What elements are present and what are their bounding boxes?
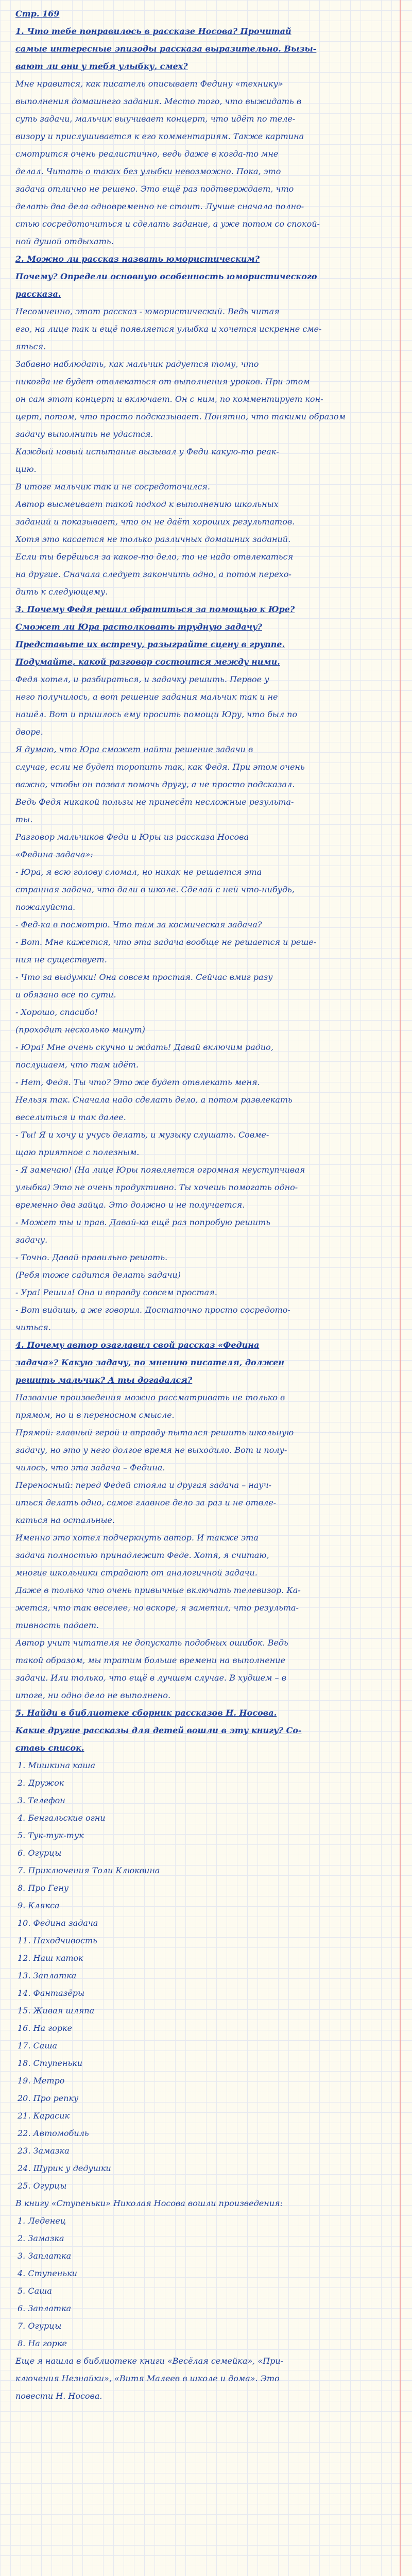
- answer-3-line: - Вот. Мне кажется, что эта задача вообще не решается и реше-: [15, 937, 317, 947]
- list-item: 21. Карасик: [18, 2111, 70, 2121]
- answer-3-line: нашёл. Вот и пришлось ему просить помощи Юру, что был по: [15, 709, 298, 719]
- answer-2-line: он сам этот концерт и включает. Он с ним, по комментирует кон-: [15, 394, 323, 404]
- answer-3-line: (проходит несколько минут): [15, 1025, 145, 1035]
- question-1-line: 1. Что тебе понравилось в рассказе Носова? Прочитай: [15, 26, 291, 36]
- answer-3-line: задачу.: [15, 1235, 48, 1245]
- answer-1-line: суть задачи, мальчик выучивает концерт, что идёт по теле-: [15, 114, 296, 124]
- question-3-line: Сможет ли Юра растолковать трудную задачу?: [15, 622, 262, 632]
- answer-5: [15, 1704, 394, 2405]
- answer-3-line: (Ребя тоже садится делать задачи): [15, 1270, 181, 1280]
- list-item: 4. Бенгальские огни: [18, 1813, 106, 1823]
- answer-3-line: щаю приятное с полезным.: [15, 1147, 140, 1157]
- list-item: 4. Ступеньки: [18, 2268, 77, 2278]
- answer-4-line: каться на остальные.: [15, 1515, 115, 1525]
- list-item: 20. Про репку: [18, 2093, 79, 2103]
- answer-4-line: прямом, но и в переносном смысле.: [15, 1410, 175, 1420]
- list-item: 14. Фантазёры: [18, 1988, 85, 1998]
- answer-1: [15, 23, 394, 250]
- answer-3-line: пожалуйста.: [15, 902, 76, 912]
- answer-3-line: - Точно. Давай правильно решать.: [15, 1252, 168, 1262]
- answer-2-line: церт, потом, что просто подсказывает. Понятно, что такими образом: [15, 412, 346, 421]
- list-item: 10. Федина задача: [18, 1918, 98, 1928]
- answer-3-line: него получилось, а вот решение задания мальчик так и не: [15, 692, 278, 702]
- answer-3-line: случае, если не будет торопить так, как Федя. При этом очень: [15, 762, 305, 772]
- question-3-line: 3. Почему Федя решил обратиться за помощью к Юре?: [15, 604, 295, 614]
- answer-2-line: яться.: [15, 342, 46, 351]
- margin-line: [400, 0, 401, 2576]
- question-4-line: задача»? Какую задачу, по мнению писателя, должен: [15, 1358, 285, 1367]
- answer-1-line: смотрится очень реалистично, ведь даже в когда-то мне: [15, 149, 279, 159]
- answer-2-line: заданий и показывает, что он не даёт хороших результатов.: [15, 517, 295, 527]
- list-item: 16. На горке: [18, 2023, 73, 2033]
- answer-3-line: - Хорошо, спасибо!: [15, 1007, 98, 1017]
- answer-1-line: задача отлично не решено. Это ещё раз подтверждает, что: [15, 184, 294, 194]
- answer-3-line: ния не существует.: [15, 955, 107, 964]
- list-item: 23. Замазка: [18, 2146, 70, 2156]
- question-5-line: Какие другие рассказы для детей вошли в эту книгу? Со-: [15, 1725, 302, 1735]
- answer-4-line: Название произведения можно рассматривать не только в: [15, 1393, 285, 1402]
- answer-4-line: такой образом, мы тратим больше времени на выполнение: [15, 1655, 286, 1665]
- answer-3-line: читься.: [15, 1323, 51, 1332]
- answer-3-line: временно два зайца. Это должно и не получается.: [15, 1200, 245, 1210]
- answer-3-line: дворе.: [15, 727, 43, 737]
- answer-2-line: его, на лице так и ещё появляется улыбка и хочется искренне сме-: [15, 324, 322, 334]
- answer-3-line: Ведь Федя никакой пользы не принесёт несложные результа-: [15, 797, 294, 807]
- answer-1-line: выполнения домашнего задания. Место того, что выжидать в: [15, 96, 302, 106]
- list-item: 8. Про Гену: [18, 1883, 69, 1893]
- story-list: [15, 1757, 394, 2195]
- answer-3-line: веселиться и так далее.: [15, 1112, 126, 1122]
- answer-5-line: Еще я нашла в библиотеке книги «Весёлая семейка», «При-: [15, 2356, 284, 2366]
- answer-3-line: ты.: [15, 815, 33, 824]
- list-item: 13. Заплатка: [18, 1971, 77, 1980]
- list-item: 18. Ступеньки: [18, 2058, 83, 2068]
- answer-4-line: Именно это хотел подчеркнуть автор. И также эта: [15, 1533, 259, 1543]
- answer-2-line: никогда не будет отвлекаться от выполнения уроков. При этом: [15, 377, 310, 386]
- list-item: 1. Леденец: [18, 2216, 66, 2226]
- page-header: Стр. 169: [15, 9, 60, 19]
- answer-3-line: - Может ты и прав. Давай-ка ещё раз попробую решить: [15, 1217, 270, 1227]
- list-item: 12. Наш каток: [18, 1953, 83, 1963]
- question-2-line: Почему? Определи основную особенность юмористического: [15, 272, 317, 281]
- answer-3-line: и обязано все по сути.: [15, 990, 116, 999]
- list-item: 25. Огурцы: [18, 2181, 67, 2191]
- list-item: 5. Тук-тук-тук: [18, 1831, 84, 1840]
- answer-5-line: ключения Незнайки», «Витя Малеев в школе и дома». Это: [15, 2374, 280, 2383]
- answer-3-line: «Федина задача»:: [15, 850, 93, 859]
- list-item: 5. Саша: [18, 2286, 52, 2296]
- question-5-line: 5. Найди в библиотеке сборник рассказов Н. Носова.: [15, 1708, 277, 1718]
- list-item: 17. Саша: [18, 2041, 58, 2050]
- answer-3: [15, 601, 394, 1336]
- answer-2-line: цию.: [15, 464, 37, 474]
- answer-1-line: визору и прислушивается к его комментариям. Также картина: [15, 131, 304, 141]
- answer-4-line: многие школьники страдают от аналогичной задачи.: [15, 1568, 258, 1578]
- list-item: 8. На горке: [18, 2338, 67, 2348]
- answer-4-line: задача полностью принадлежит Феде. Хотя, я считаю,: [15, 1550, 269, 1560]
- answer-2-line: Каждый новый испытание вызывал у Феди какую-то реак-: [15, 447, 279, 456]
- answer-3-line: Федя хотел, и разбираться, и задачку решить. Первое у: [15, 674, 269, 684]
- stupenki-list: [15, 2212, 394, 2352]
- answer-3-line: Я думаю, что Юра сможет найти решение задачи в: [15, 744, 253, 754]
- answer-1-line: делать два дела одновременно не стоит. Лучше сначала полно-: [15, 201, 304, 211]
- question-2-line: рассказа.: [15, 289, 61, 299]
- answer-3-line: - Ура! Решил! Она и вправду совсем простая.: [15, 1287, 217, 1297]
- answer-4-line: задачи. Или только, что ещё в лучшем случае. В худшем – в: [15, 1673, 286, 1683]
- answer-2-line: на другие. Сначала следует закончить одно, а потом перехо-: [15, 569, 291, 579]
- answer-3-line: Нельзя так. Сначала надо сделать дело, а потом развлекать: [15, 1095, 293, 1105]
- answer-4-line: жется, что так веселее, но вскоре, я заметил, что результа-: [15, 1603, 299, 1613]
- question-3-line: Представьте их встречу, разыграйте сцену в группе.: [15, 639, 285, 649]
- list-item: 11. Находчивость: [18, 1936, 97, 1945]
- question-5-line: ставь список.: [15, 1743, 84, 1753]
- list-item: 6. Огурцы: [18, 1848, 62, 1858]
- answer-4-line: Прямой: главный герой и вправду пытался решить школьную: [15, 1428, 294, 1437]
- question-3-line: Подумайте, какой разговор состоится между ними.: [15, 657, 280, 667]
- list-item: 24. Шурик у дедушки: [18, 2163, 111, 2173]
- question-4-line: решить мальчик? А ты догадался?: [15, 1375, 193, 1385]
- list-item: 7. Приключения Толи Клюквина: [18, 1866, 160, 1875]
- answer-1-line: делал. Читать о таких без улыбки невозможно. Пока, это: [15, 166, 281, 176]
- answer-4-line: Переносный: перед Федей стояла и другая задача – науч-: [15, 1480, 271, 1490]
- list-item: 3. Телефон: [18, 1795, 65, 1805]
- answer-5-line: В книгу «Ступеньки» Николая Носова вошли произведения:: [15, 2198, 283, 2208]
- list-item: 22. Автомобиль: [18, 2128, 89, 2138]
- list-item: 2. Замазка: [18, 2233, 64, 2243]
- answer-2-line: Несомненно, этот рассказ - юмористический. Ведь читая: [15, 307, 280, 316]
- answer-2-line: Хотя это касается не только различных домашних заданий.: [15, 534, 291, 544]
- list-item: 7. Огурцы: [18, 2321, 62, 2331]
- answer-3-line: - Вот видишь, а же говорил. Достаточно просто сосредото-: [15, 1305, 290, 1315]
- answer-2-line: Автор высмеивает такой подход к выполнению школьных: [15, 499, 279, 509]
- answer-3-line: Разговор мальчиков Феди и Юры из рассказа Носова: [15, 832, 249, 842]
- answer-3-line: послушаем, что там идёт.: [15, 1060, 139, 1070]
- answer-3-line: - Юра, я всю голову сломал, но никак не решается эта: [15, 867, 262, 877]
- list-item: 19. Метро: [18, 2076, 65, 2086]
- list-item: 9. Клякса: [18, 1901, 60, 1910]
- question-4-line: 4. Почему автор озаглавил свой рассказ «Федина: [15, 1340, 260, 1350]
- answer-3-line: - Я замечаю! (На лице Юры появляется огромная неуступчивая: [15, 1165, 305, 1175]
- question-1-line: вают ли они у тебя улыбку, смех?: [15, 61, 188, 71]
- answer-1-line: стью сосредоточиться и сделать задание, а уже потом со спокой-: [15, 219, 320, 229]
- list-item: 15. Живая шляпа: [18, 2006, 95, 2015]
- answer-4-line: итоге, ни одно дело не выполнено.: [15, 1690, 171, 1700]
- answer-3-line: - Ты! Я и хочу и учусь делать, и музыку слушать. Совме-: [15, 1130, 269, 1140]
- answer-4-line: задачу, но это у него долгое время не выходило. Вот и полу-: [15, 1445, 287, 1455]
- answer-3-line: - Юра! Мне очень скучно и ждать! Давай включим радио,: [15, 1042, 273, 1052]
- answer-5-line: повести Н. Носова.: [15, 2391, 102, 2401]
- answer-3-line: странная задача, что дали в школе. Сделай с ней что-нибудь,: [15, 885, 295, 894]
- answer-4-line: Даже в только что очень привычные включать телевизор. Ка-: [15, 1585, 301, 1595]
- question-2-line: 2. Можно ли рассказ назвать юмористическим?: [15, 254, 260, 264]
- list-item: 2. Дружок: [18, 1778, 64, 1788]
- answer-2-line: Если ты берёшься за какое-то дело, то не надо отвлекаться: [15, 552, 294, 562]
- answer-4: [15, 1336, 394, 1704]
- answer-1-line: ной душой отдыхать.: [15, 236, 114, 246]
- list-item: 6. Заплатка: [18, 2303, 72, 2313]
- answer-3-line: - Что за выдумки! Она совсем простая. Сейчас вмиг разу: [15, 972, 273, 982]
- answer-3-line: важно, чтобы он позвал помочь другу, а не просто подсказал.: [15, 779, 295, 789]
- answer-2-line: Забавно наблюдать, как мальчик радуется тому, что: [15, 359, 259, 369]
- answer-4-line: чилось, что эта задача – Федина.: [15, 1463, 165, 1472]
- answer-3-line: - Фед-ка в посмотрю. Что там за космическая задача?: [15, 920, 262, 929]
- answer-2-line: дить к следующему.: [15, 587, 108, 597]
- answer-4-line: тивность падает.: [15, 1620, 99, 1630]
- answer-1-line: Мне нравится, как писатель описывает Федину «технику»: [15, 79, 283, 89]
- answer-2-line: задачу выполнить не удастся.: [15, 429, 153, 439]
- question-1-line: самые интересные эпизоды рассказа выразительно. Вызы-: [15, 44, 317, 54]
- answer-2-line: В итоге мальчик так и не сосредоточился.: [15, 482, 210, 492]
- answer-2: [15, 250, 394, 601]
- answer-3-line: - Нет, Федя. Ты что? Это же будет отвлекать меня.: [15, 1077, 260, 1087]
- answer-4-line: Автор учит читателя не допускать подобных ошибок. Ведь: [15, 1638, 288, 1648]
- list-item: 3. Заплатка: [18, 2251, 72, 2261]
- answer-4-line: иться делать одно, самое главное дело за раз и не отвле-: [15, 1498, 277, 1507]
- answer-3-line: улыбка) Это не очень продуктивно. Ты хочешь помогать одно-: [15, 1182, 298, 1192]
- list-item: 1. Мишкина каша: [18, 1760, 96, 1770]
